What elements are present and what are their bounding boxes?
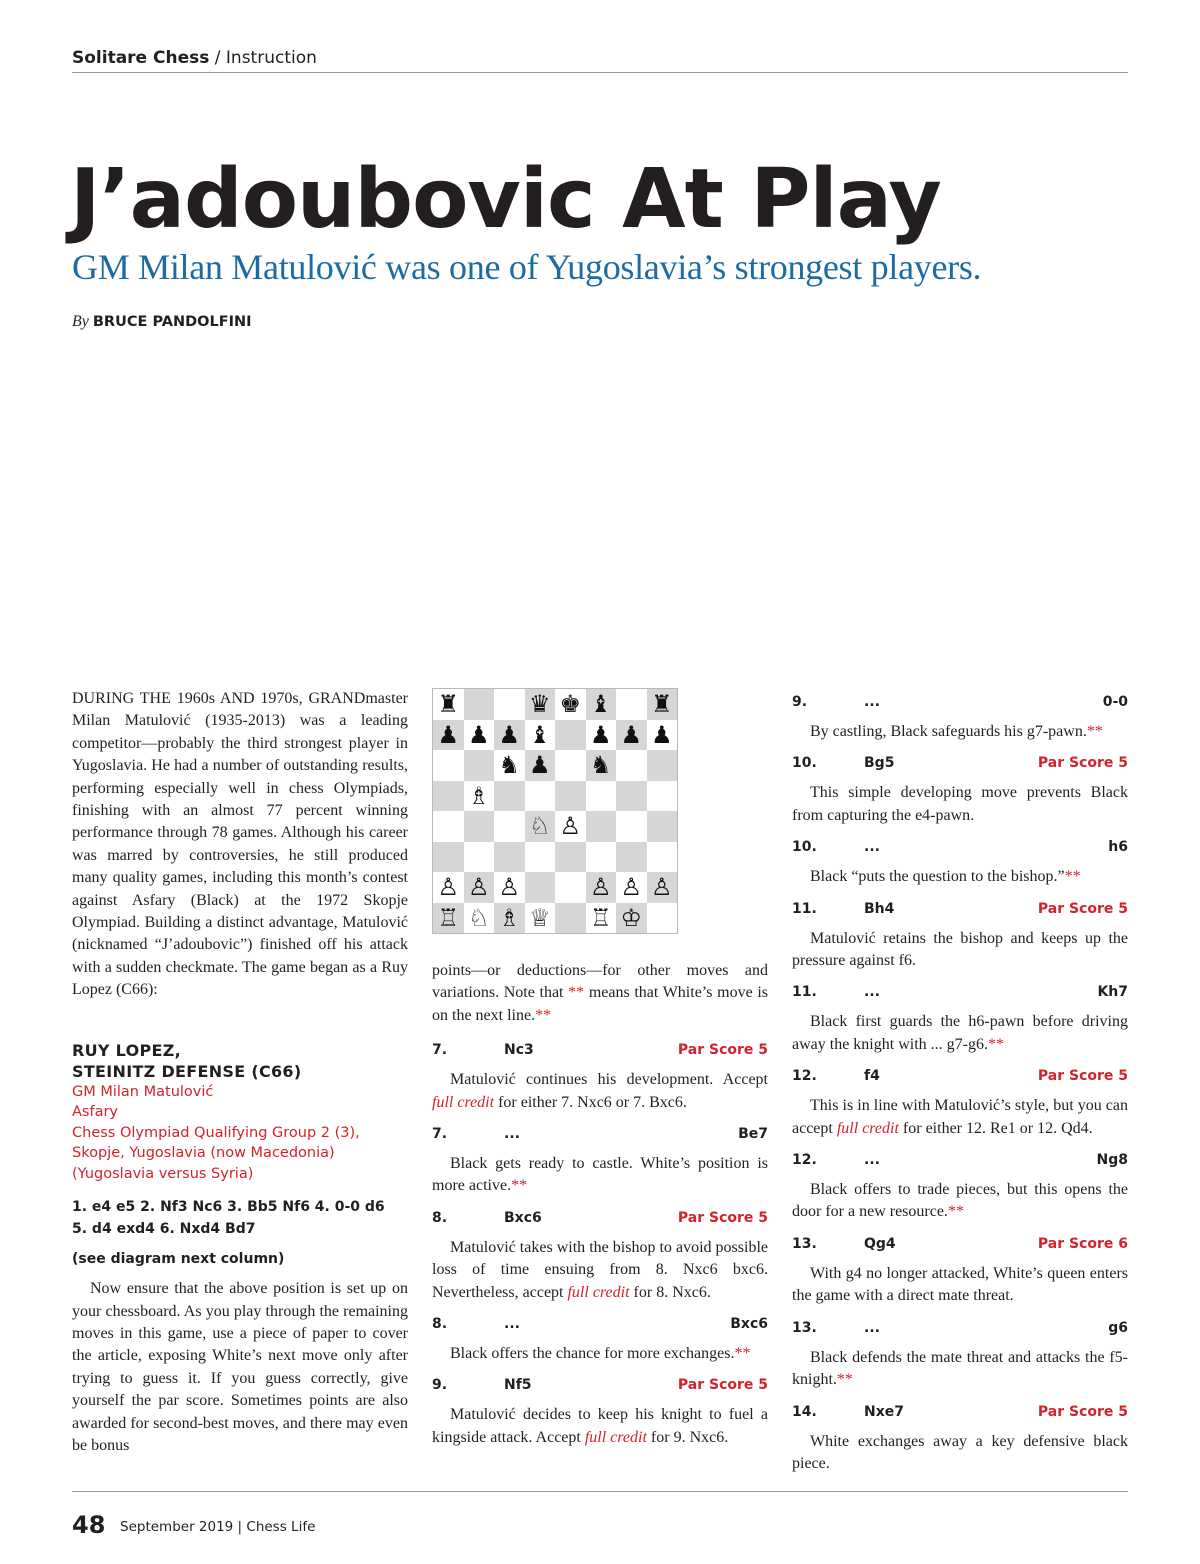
board-square: [647, 750, 678, 781]
move-number: 11.: [792, 900, 817, 917]
board-square: [647, 903, 678, 934]
move-number: 12.: [792, 1068, 817, 1085]
double-star-marker: **: [568, 984, 585, 1002]
page-number: 48: [72, 1511, 106, 1539]
par-score: Par Score 5: [1037, 1068, 1128, 1085]
move-san: Qg4: [864, 1235, 896, 1252]
opening-moves: [72, 1196, 408, 1240]
chess-piece-square: ♟: [586, 720, 617, 751]
par-score: Par Score 5: [1037, 755, 1128, 772]
move-note-text: By castling, Black safeguards his g7-pawn.: [810, 723, 1087, 740]
move-row: [792, 1233, 1128, 1255]
chess-piece-square: ♞: [586, 750, 617, 781]
move-row: [792, 1401, 1128, 1423]
double-star-marker: **: [947, 1203, 964, 1221]
move-san: ...: [864, 694, 880, 710]
board-square: [433, 781, 464, 812]
move-note: [432, 1343, 768, 1365]
double-star-marker: **: [535, 1006, 552, 1024]
double-star-marker: **: [734, 1345, 751, 1363]
board-square: [647, 781, 678, 812]
board-square: [494, 781, 525, 812]
section-category: Instruction: [225, 48, 317, 68]
par-score: Par Score 5: [1037, 900, 1128, 917]
black-move: Bxc6: [730, 1316, 768, 1333]
move-note: [432, 1237, 768, 1304]
chess-piece-square: ♙: [555, 811, 586, 842]
chessboard: [433, 689, 677, 933]
move-note: [792, 928, 1128, 973]
move-row: [792, 1317, 1128, 1339]
move-note-text: Matulović retains the bishop and keeps up the pressure against f6.: [792, 929, 1128, 970]
chess-piece-square: ♙: [616, 872, 647, 903]
move-note: [792, 1095, 1128, 1140]
board-square: [494, 811, 525, 842]
move-row: [792, 981, 1128, 1003]
bonus-text: points—or deductions—for other moves and variations. Note that: [432, 962, 768, 1002]
move-note-text-end: for either 12. Re1 or 12. Qd4.: [898, 1119, 1093, 1137]
board-square: [464, 842, 495, 873]
chess-piece-square: ♗: [464, 781, 495, 812]
chess-piece-square: ♟: [525, 750, 556, 781]
board-square: [616, 750, 647, 781]
board-square: [494, 689, 525, 720]
board-square: [616, 811, 647, 842]
move-row: [432, 1374, 768, 1396]
board-square: [525, 872, 556, 903]
full-credit-text: full credit: [836, 1119, 899, 1137]
game-place: Skopje, Yugoslavia (now Macedonia): [72, 1145, 335, 1162]
move-row: [792, 752, 1128, 774]
column-2: [432, 688, 768, 1449]
byline-author: BRUCE PANDOLFINI: [92, 314, 252, 330]
chess-piece-square: ♖: [586, 903, 617, 934]
chess-piece-square: ♟: [494, 720, 525, 751]
black-move: Ng8: [1096, 1152, 1128, 1169]
header-rule: [72, 72, 1128, 73]
opening-moves-line-1: 1. e4 e5 2. Nf3 Nc6 3. Bb5 Nf6 4. 0-0 d6: [72, 1199, 385, 1216]
board-square: [555, 903, 586, 934]
move-note: [792, 1347, 1128, 1392]
game-heading: [72, 1040, 408, 1082]
move-note-text: With g4 no longer attacked, White’s queen enters the game with a direct mate threat.: [792, 1264, 1128, 1305]
column-3: [792, 688, 1128, 1475]
black-move: g6: [1108, 1319, 1128, 1336]
chess-piece-square: ♜: [433, 689, 464, 720]
move-number: 9.: [432, 1377, 448, 1394]
chess-piece-square: ♟: [464, 720, 495, 751]
move-note: [432, 1069, 768, 1114]
move-number: 7.: [432, 1126, 448, 1143]
diagram-note: (see diagram next column): [72, 1251, 285, 1268]
double-star-marker: **: [987, 1035, 1004, 1053]
move-number: 12.: [792, 1152, 817, 1169]
chess-piece-square: ♙: [586, 872, 617, 903]
chess-piece-square: ♙: [464, 872, 495, 903]
board-square: [586, 781, 617, 812]
chess-piece-square: ♗: [494, 903, 525, 934]
move-number: 7.: [432, 1042, 448, 1059]
move-san: ...: [864, 1319, 880, 1336]
move-list: [792, 691, 1128, 1475]
move-note-text: Black offers the chance for more exchanges.: [450, 1345, 735, 1363]
chess-piece-square: ♖: [433, 903, 464, 934]
board-square: [647, 842, 678, 873]
move-note-text-end: for 8. Nxc6.: [629, 1283, 711, 1301]
board-square: [433, 811, 464, 842]
bonus-text-2: means that White’s move is on the next line.: [432, 984, 768, 1024]
board-square: [494, 842, 525, 873]
move-number: 14.: [792, 1403, 817, 1420]
move-note: [792, 1263, 1128, 1308]
par-score: Par Score 5: [677, 1042, 768, 1059]
chess-piece-square: ♙: [494, 872, 525, 903]
move-note-text: Black gets ready to castle. White’s position is more active.: [432, 1155, 768, 1195]
board-square: [525, 842, 556, 873]
move-note-text: White exchanges away a key defensive black piece.: [792, 1432, 1128, 1472]
move-note: [792, 1179, 1128, 1224]
black-move: Be7: [738, 1126, 768, 1143]
black-move: Kh7: [1097, 984, 1128, 1001]
move-san: ...: [864, 984, 880, 1001]
move-row: [432, 1313, 768, 1335]
board-square: [433, 842, 464, 873]
move-list: [432, 1039, 768, 1449]
move-note-text: Matulović continues his development. Accept: [450, 1071, 768, 1089]
move-note-text: Black offers to trade pieces, but this opens the door for a new resource.: [792, 1181, 1128, 1221]
board-square: [616, 689, 647, 720]
move-san: ...: [864, 1152, 880, 1169]
article-subtitle: GM Milan Matulović was one of Yugoslavia’s strongest players.: [72, 247, 982, 287]
move-row: [792, 1065, 1128, 1087]
par-score: Par Score 6: [1037, 1235, 1128, 1252]
board-square: [586, 842, 617, 873]
move-note-text: Black “puts the question to the bishop.”: [810, 868, 1065, 886]
chess-piece-square: ♛: [525, 689, 556, 720]
move-note-text: This is in line with Matulović’s style, but you can accept: [792, 1097, 1128, 1137]
board-square: [464, 750, 495, 781]
par-score: Par Score 5: [1037, 1403, 1128, 1420]
move-note-text: Black defends the mate threat and attacks the f5-knight.: [792, 1348, 1128, 1389]
intro-paragraph: DURING THE 1960s AND 1970s, GRANDmaster Milan Matulović (1935-2013) was a leading competitor—probably the third strongest player in Yugoslavia. He had a number of outstanding results, performing especially well in chess Olympiads, finishing with an almost 77 percent winning performance through 78 games. Although his career was marred by controversies, he still produced many quality games, including this month’s contest against Asfary (Black) at the 1972 Skopje Olympiad. Building a distinct advantage, Matulović (nicknamed “J’adoubovic”) finished off his attack with a sudden checkmate. The game began as a Ruy Lopez (C66):: [72, 690, 408, 999]
chess-piece-square: ♟: [616, 720, 647, 751]
move-san: f4: [864, 1068, 880, 1085]
black-move: h6: [1108, 839, 1128, 856]
move-note-text-end: for either 7. Nxc6 or 7. Bxc6.: [494, 1093, 687, 1111]
move-note-text-end: for 9. Nxc6.: [646, 1428, 729, 1446]
instructions-paragraph: Now ensure that the above position is set up on your chessboard. As you play through the remaining moves in this game, use a piece of paper to cover the article, exposing White’s next move only after trying to guess it. If you guess correctly, give yourself the par score. Sometimes points are also awarded for second-best moves, and there may even be bonus: [72, 1280, 408, 1455]
move-note-text: Matulović decides to keep his knight to fuel a kingside attack. Accept: [432, 1406, 768, 1446]
move-number: 13.: [792, 1235, 817, 1252]
move-note: [792, 866, 1128, 888]
chess-diagram: [432, 688, 678, 934]
chess-piece-square: ♝: [525, 720, 556, 751]
game-match: (Yugoslavia versus Syria): [72, 1165, 254, 1182]
chess-piece-square: ♘: [464, 903, 495, 934]
double-star-marker: **: [511, 1177, 528, 1195]
move-row: [792, 836, 1128, 858]
board-square: [555, 750, 586, 781]
board-square: [555, 720, 586, 751]
move-san: Bg5: [864, 755, 895, 772]
move-san: Bh4: [864, 900, 895, 917]
article-title: J’adoubovic At Play: [70, 152, 941, 247]
game-black-player: Asfary: [72, 1104, 119, 1121]
chess-piece-square: ♙: [433, 872, 464, 903]
game-heading-line-2: STEINITZ DEFENSE (C66): [72, 1061, 302, 1081]
par-score: Par Score 5: [677, 1209, 768, 1226]
full-credit-text: full credit: [567, 1283, 630, 1301]
chess-piece-square: ♙: [647, 872, 678, 903]
board-square: [525, 781, 556, 812]
move-note-text: Black first guards the h6-pawn before driving away the knight with ... g7-g6.: [792, 1013, 1128, 1053]
chess-piece-square: ♟: [433, 720, 464, 751]
move-san: Nc3: [504, 1042, 534, 1059]
move-san: Nf5: [504, 1377, 532, 1394]
board-square: [555, 872, 586, 903]
chess-piece-square: ♕: [525, 903, 556, 934]
move-row: [792, 1149, 1128, 1171]
move-row: [432, 1123, 768, 1145]
move-row: [432, 1207, 768, 1229]
game-info: [72, 1082, 408, 1185]
board-square: [616, 781, 647, 812]
byline-by: By: [72, 313, 89, 330]
board-square: [586, 811, 617, 842]
move-number: 11.: [792, 984, 817, 1001]
move-note: [432, 1404, 768, 1449]
par-score: Par Score 5: [677, 1377, 768, 1394]
move-san: ...: [864, 839, 880, 856]
full-credit-text: full credit: [584, 1428, 647, 1446]
move-row: [432, 1039, 768, 1061]
move-note: [432, 1153, 768, 1198]
double-star-marker: **: [1086, 723, 1103, 740]
section-header: [72, 47, 317, 69]
bonus-paragraph: [432, 960, 768, 1027]
game-event: Chess Olympiad Qualifying Group 2 (3),: [72, 1124, 360, 1141]
board-square: [647, 811, 678, 842]
move-san: Bxc6: [504, 1209, 542, 1226]
move-note-text: Matulović takes with the bishop to avoid possible loss of time ensuing from 8. Nxc6 bxc6. Nevertheless, accept: [432, 1238, 768, 1301]
move-row: [792, 691, 1128, 713]
move-number: 10.: [792, 839, 817, 856]
opening-moves-line-2: 5. d4 exd4 6. Nxd4 Bd7: [72, 1221, 256, 1238]
board-square: [464, 689, 495, 720]
move-san: ...: [504, 1316, 520, 1333]
chess-piece-square: ♜: [647, 689, 678, 720]
board-square: [616, 842, 647, 873]
section-name: Solitare Chess: [72, 48, 210, 68]
chess-piece-square: ♚: [555, 689, 586, 720]
move-san: Nxe7: [864, 1403, 904, 1420]
move-san: ...: [504, 1126, 520, 1143]
game-heading-line-1: RUY LOPEZ,: [72, 1040, 182, 1060]
byline: [72, 311, 252, 333]
move-note: [792, 1431, 1128, 1476]
move-number: 9.: [792, 694, 808, 710]
move-note: [792, 721, 1128, 743]
chess-piece-square: ♘: [525, 811, 556, 842]
move-number: 8.: [432, 1316, 448, 1333]
double-star-marker: **: [1064, 868, 1081, 886]
full-credit-text: full credit: [432, 1093, 495, 1111]
move-note-text: This simple developing move prevents Black from capturing the e4-pawn.: [792, 784, 1128, 824]
black-move: 0-0: [1102, 694, 1128, 710]
move-note: [792, 782, 1128, 827]
move-number: 13.: [792, 1319, 817, 1336]
column-1: [72, 688, 408, 1457]
footer-rule: [72, 1491, 1128, 1492]
chess-piece-square: ♝: [586, 689, 617, 720]
board-square: [464, 811, 495, 842]
board-square: [555, 781, 586, 812]
double-star-marker: **: [836, 1371, 853, 1389]
board-square: [433, 750, 464, 781]
chess-piece-square: ♞: [494, 750, 525, 781]
move-note: [792, 1011, 1128, 1056]
move-row: [792, 898, 1128, 920]
footer-issue: September 2019 | Chess Life: [120, 1519, 316, 1535]
chess-piece-square: ♟: [647, 720, 678, 751]
move-number: 10.: [792, 755, 817, 772]
game-white-player: GM Milan Matulović: [72, 1083, 214, 1100]
section-separator: /: [209, 48, 226, 68]
move-number: 8.: [432, 1209, 448, 1226]
board-square: [555, 842, 586, 873]
chess-piece-square: ♔: [616, 903, 647, 934]
